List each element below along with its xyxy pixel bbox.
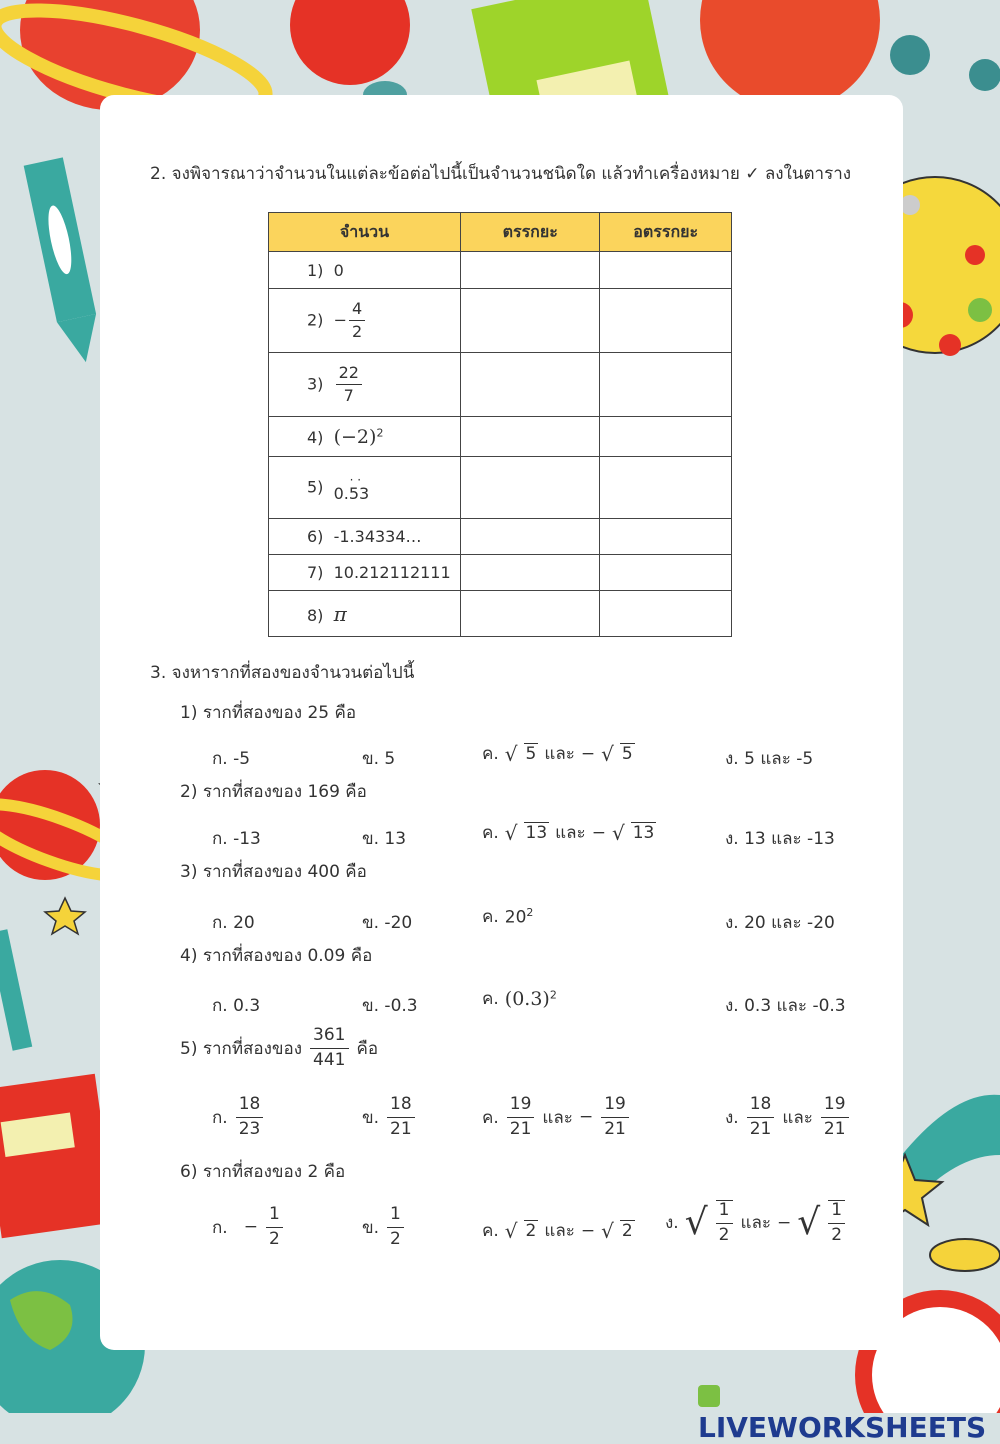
irrational-check-cell[interactable] [600, 353, 732, 417]
rational-check-cell[interactable] [460, 591, 600, 637]
fraction [716, 1200, 733, 1245]
power-exponent: 2 [526, 905, 534, 919]
rational-check-cell[interactable] [460, 555, 600, 591]
row-label: 7) [307, 563, 324, 582]
table-row [269, 353, 732, 417]
sqrt-symbol: √ [601, 1218, 614, 1243]
liveworksheets-icon [698, 1385, 720, 1407]
sqrt-symbol: √ [504, 1218, 518, 1243]
q3-2-option-a[interactable] [212, 825, 261, 852]
numerator: 18 [387, 1095, 415, 1118]
table-row [269, 519, 732, 555]
repeating-decimal [334, 474, 370, 502]
denominator: 21 [509, 1118, 532, 1139]
denominator: 2 [268, 1228, 280, 1249]
option-a-text: ก. -5 [212, 749, 251, 769]
q3-2-option-c[interactable] [482, 819, 656, 846]
sqrt-symbol: √ [601, 741, 614, 766]
option-d-prefix: ง. [725, 1107, 739, 1128]
option-b-text: ข. 13 [362, 829, 407, 849]
denominator: 2 [831, 1224, 843, 1245]
irrational-check-cell[interactable] [600, 457, 732, 519]
and-word: และ [740, 1213, 772, 1234]
option-d-prefix: ง. [665, 1213, 679, 1234]
rational-check-cell[interactable] [460, 289, 600, 353]
q3-5-option-c[interactable] [482, 1095, 631, 1139]
q3-item-2-stem: 2) รากที่สองของ 169 คือ [180, 782, 367, 802]
radicand: 2 [525, 1221, 537, 1241]
and-word: และ [544, 1221, 575, 1241]
q3-2-option-b[interactable] [362, 825, 406, 852]
numerator: 361 [310, 1026, 348, 1049]
apple-icon [290, 0, 410, 85]
numerator: 18 [747, 1095, 775, 1118]
fraction [310, 1026, 348, 1070]
row-label: 8) [307, 605, 324, 625]
minus-sign: − [777, 1212, 792, 1233]
option-c-prefix: ค. [482, 744, 499, 764]
minus-sign: − [578, 1107, 594, 1128]
irrational-check-cell[interactable] [600, 519, 732, 555]
radicand: 5 [525, 744, 537, 764]
table-row [269, 252, 732, 289]
q3-item-6-stem: 6) รากที่สองของ 2 คือ [180, 1162, 346, 1182]
header-irrational: อตรรกยะ [600, 213, 732, 252]
radicand: 5 [621, 744, 633, 764]
row-value: π [333, 601, 347, 626]
option-b-prefix: ข. [362, 1107, 380, 1128]
option-d-text: ง. 5 และ -5 [725, 749, 814, 769]
row-label: 1) [307, 260, 324, 280]
power-base: (−2) [333, 425, 377, 448]
q3-4-option-a[interactable] [212, 992, 260, 1019]
option-c-prefix: ค. [482, 1107, 499, 1128]
minus-sign: − [333, 310, 347, 329]
denominator: 21 [390, 1118, 412, 1139]
numerator: 19 [601, 1095, 629, 1118]
question-3-title: 3. จงหารากที่สองของจำนวนต่อไปนี้ [150, 663, 415, 683]
q3-3-option-b[interactable] [362, 909, 412, 936]
fraction [828, 1200, 845, 1245]
rational-check-cell[interactable] [460, 252, 600, 289]
numerator: 4 [349, 300, 365, 321]
numerator: 1 [266, 1205, 283, 1228]
and-word: และ [542, 1107, 573, 1128]
q3-6-option-a[interactable] [212, 1205, 285, 1249]
sqrt-symbol: √ [684, 1202, 708, 1244]
numerator: 19 [507, 1095, 535, 1118]
option-b-prefix: ข. [362, 1217, 380, 1238]
q3-5-option-d[interactable] [725, 1095, 851, 1139]
denominator: 7 [343, 386, 354, 405]
q3-5-option-a[interactable] [212, 1095, 265, 1139]
numerator: 1 [828, 1201, 845, 1224]
radicand: 2 [621, 1221, 633, 1241]
table-row [269, 417, 732, 457]
option-d-text: ง. 20 และ -20 [725, 913, 835, 933]
numerator: 18 [236, 1095, 264, 1118]
minus-sign: − [243, 1217, 258, 1238]
power-exponent: 2 [376, 426, 384, 440]
option-c-prefix: ค. [482, 907, 499, 927]
numerator: 19 [821, 1095, 849, 1118]
option-a-prefix: ก. [212, 1107, 228, 1128]
row-value: 0.53 [333, 483, 370, 503]
and-word: และ [544, 744, 575, 764]
q3-6-option-b[interactable] [362, 1205, 406, 1249]
minus-sign: − [580, 1220, 596, 1241]
denominator: 21 [823, 1118, 846, 1139]
sqrt-symbol: √ [611, 820, 625, 845]
row-label: 6) [307, 527, 324, 546]
repeat-dots: · · [349, 472, 362, 487]
row-label: 3) [307, 374, 324, 393]
fraction [747, 1095, 775, 1139]
q3-4-option-b[interactable] [362, 992, 418, 1019]
rational-check-cell[interactable] [460, 457, 600, 519]
question-2-title: 2. จงพิจารณาว่าจำนวนในแต่ละข้อต่อไปนี้เป็นจำนวนชนิดใด แล้วทำเครื่องหมาย ✓ ลงในตาราง [150, 164, 852, 184]
table-row [269, 289, 732, 353]
fraction [236, 1095, 264, 1139]
option-a-text: ก. 20 [212, 913, 255, 933]
q3-1-option-b[interactable] [362, 745, 395, 772]
irrational-check-cell[interactable] [600, 252, 732, 289]
row-value: 0 [333, 260, 344, 280]
q3-2-option-d[interactable] [725, 825, 835, 852]
row-label: 5) [307, 477, 324, 496]
row-label: 4) [307, 427, 324, 447]
sqrt-symbol: √ [504, 741, 518, 766]
header-number: จำนวน [269, 213, 461, 252]
numerator: 22 [336, 364, 362, 385]
stem-text: 5) รากที่สองของ [180, 1038, 303, 1059]
q3-1-option-c[interactable] [482, 740, 635, 767]
row-value: 10.212112111 [333, 563, 451, 582]
crayon-icon [24, 157, 106, 366]
number-type-table [268, 212, 732, 637]
denominator: 23 [238, 1118, 261, 1139]
liveworksheets-logo[interactable] [698, 1378, 1000, 1444]
option-a-text: ก. 0.3 [212, 996, 261, 1016]
q3-item-3-stem: 3) รากที่สองของ 400 คือ [180, 862, 367, 882]
power-base: (0.3) [504, 987, 550, 1010]
denominator: 2 [390, 1228, 401, 1249]
rational-check-cell[interactable] [460, 519, 600, 555]
q3-item-5-stem [180, 1026, 378, 1070]
fraction [507, 1095, 535, 1139]
irrational-check-cell[interactable] [600, 555, 732, 591]
irrational-check-cell[interactable] [600, 591, 732, 637]
fraction [349, 300, 365, 342]
q3-1-option-a[interactable] [212, 745, 250, 772]
denominator: 2 [352, 322, 363, 341]
q3-3-option-a[interactable] [212, 909, 255, 936]
irrational-check-cell[interactable] [600, 417, 732, 457]
table-row [269, 457, 732, 519]
minus-sign: − [591, 822, 606, 843]
crayon-icon-2 [0, 929, 32, 1051]
fraction [821, 1095, 849, 1139]
radicand: 13 [525, 823, 548, 843]
q3-4-option-c[interactable] [482, 985, 557, 1012]
table-row [269, 555, 732, 591]
numerator: 1 [716, 1201, 733, 1224]
q3-4-option-d[interactable] [725, 992, 846, 1019]
option-a-prefix: ก. [212, 1217, 228, 1238]
q3-6-option-d[interactable] [665, 1200, 847, 1245]
fraction [387, 1095, 415, 1139]
q3-6-option-c[interactable] [482, 1217, 635, 1244]
sqrt-symbol: √ [797, 1202, 821, 1244]
table-row [269, 591, 732, 637]
q3-item-1-stem: 1) รากที่สองของ 25 คือ [180, 703, 357, 723]
denominator: 2 [718, 1224, 730, 1245]
and-word: และ [555, 823, 586, 843]
option-b-text: ข. -20 [362, 913, 413, 933]
brand-name: LIVEWORKSHEETS [698, 1411, 987, 1444]
power-base: 20 [504, 907, 527, 928]
fraction [336, 364, 362, 406]
option-c-prefix: ค. [482, 989, 499, 1009]
option-b-text: ข. 5 [362, 749, 396, 769]
q3-5-option-b[interactable] [362, 1095, 417, 1139]
option-c-prefix: ค. [482, 1221, 499, 1241]
option-d-text: ง. 0.3 และ -0.3 [725, 996, 846, 1016]
row-value: -1.34334… [333, 527, 422, 546]
irrational-check-cell[interactable] [600, 289, 732, 353]
denominator: 21 [749, 1118, 772, 1139]
q3-3-option-c[interactable] [482, 903, 533, 930]
option-b-text: ข. -0.3 [362, 996, 418, 1016]
numerator: 1 [387, 1205, 404, 1228]
book-icon [0, 1074, 116, 1239]
denominator: 21 [604, 1118, 626, 1139]
q3-item-4-stem: 4) รากที่สองของ 0.09 คือ [180, 946, 373, 966]
denominator: 441 [313, 1049, 346, 1070]
music-note-icon [890, 35, 930, 75]
minus-sign: − [580, 743, 596, 764]
option-c-prefix: ค. [482, 823, 499, 843]
rational-check-cell[interactable] [460, 417, 600, 457]
sqrt-symbol: √ [504, 820, 518, 845]
q3-1-option-d[interactable] [725, 745, 813, 772]
option-a-text: ก. -13 [212, 829, 261, 849]
option-d-text: ง. 13 และ -13 [725, 829, 835, 849]
and-word: และ [782, 1107, 813, 1128]
fraction [387, 1205, 404, 1249]
row-label: 2) [307, 310, 324, 329]
fraction [266, 1205, 283, 1249]
q3-3-option-d[interactable] [725, 909, 835, 936]
stem-text-end: คือ [356, 1038, 379, 1059]
fraction [601, 1095, 629, 1139]
rational-check-cell[interactable] [460, 353, 600, 417]
radicand: 13 [632, 823, 655, 843]
basketball-icon [700, 0, 880, 110]
power-exponent: 2 [549, 987, 557, 1001]
header-rational: ตรรกยะ [460, 213, 600, 252]
